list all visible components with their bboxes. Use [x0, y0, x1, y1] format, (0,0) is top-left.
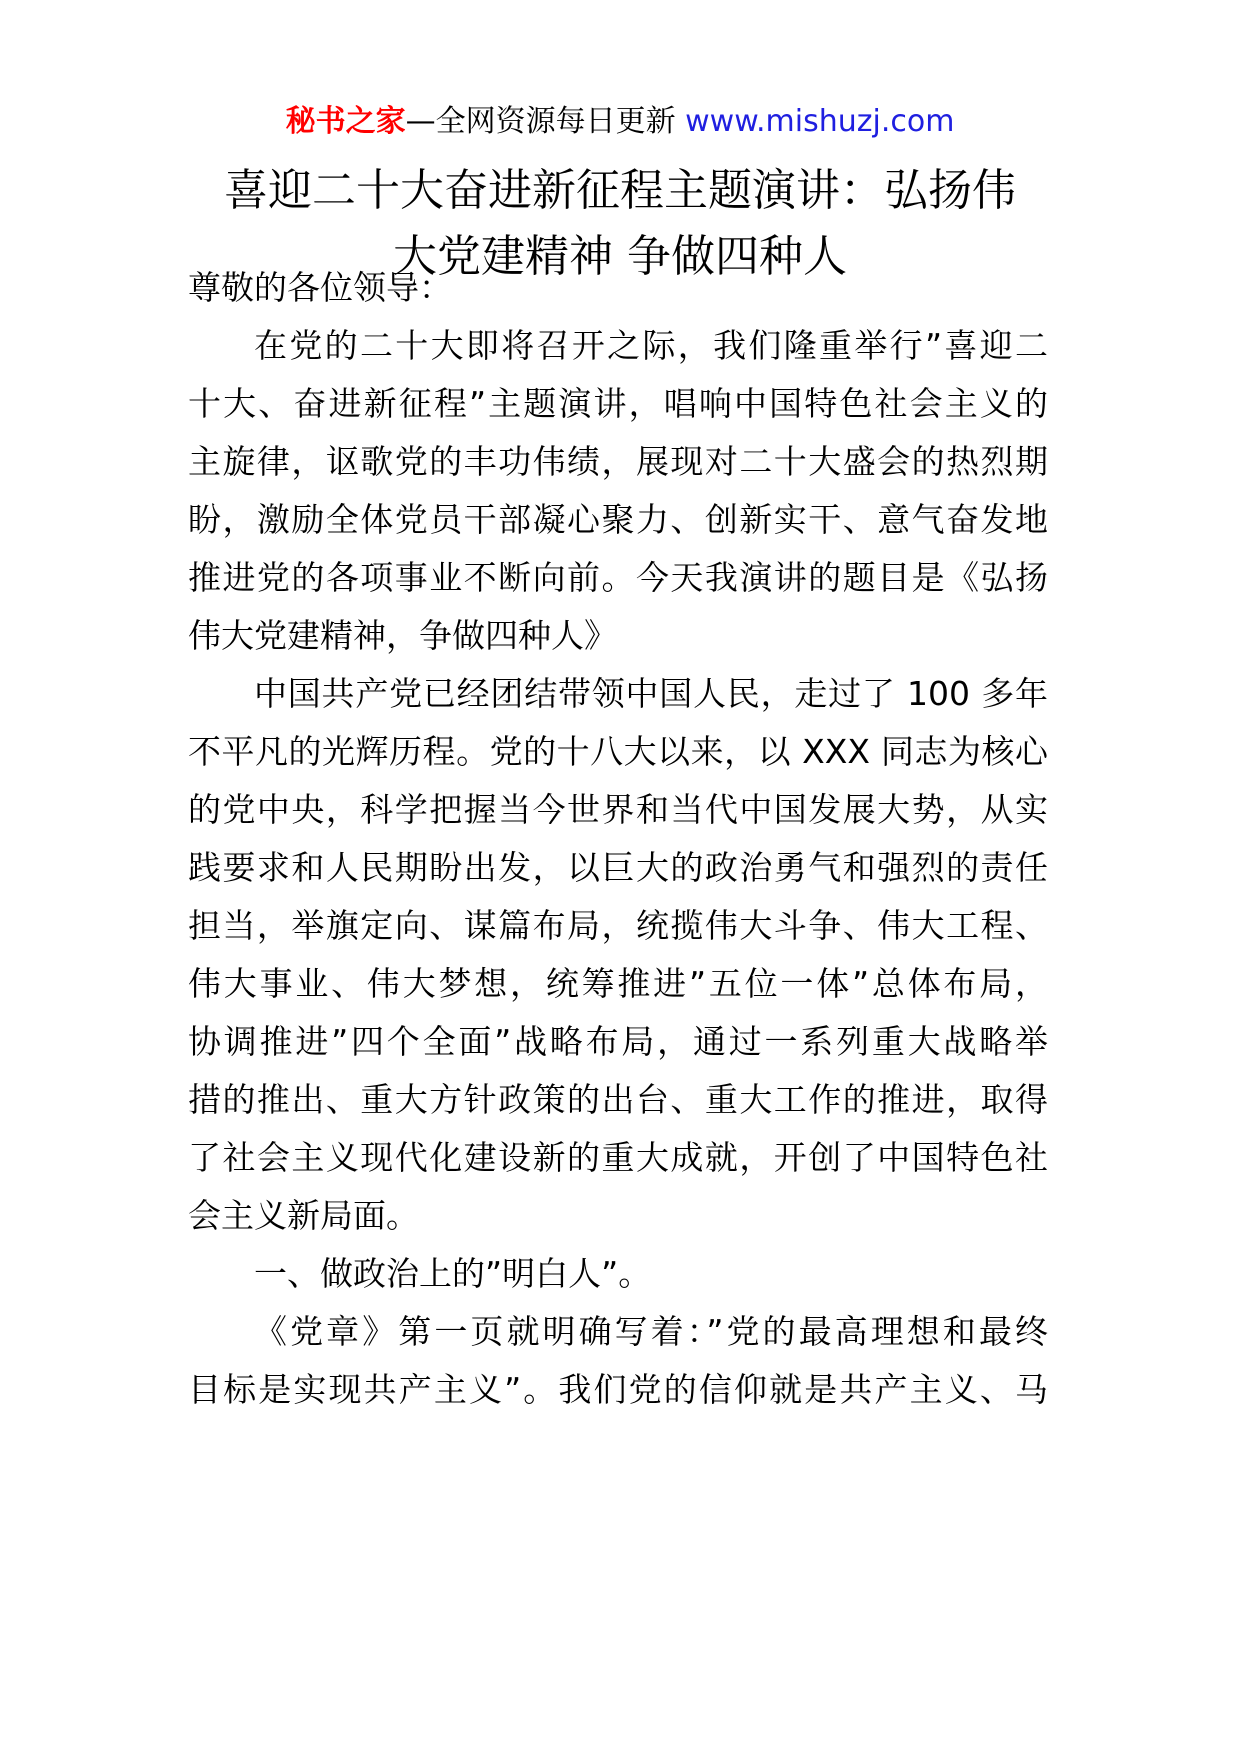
paragraph-2-line: 会主义新局面。: [188, 1196, 419, 1235]
document-title-line-1: 喜迎二十大奋进新征程主题演讲：弘扬伟: [224, 165, 1016, 216]
paragraph-1-line: 推进党的各项事业不断向前。今天我演讲的题目是《弘扬: [188, 558, 1048, 597]
paragraph-1-line: 在党的二十大即将召开之际，我们隆重举行”喜迎二: [254, 326, 1048, 365]
paragraph-2-line: 不平凡的光辉历程。党的十八大以来，以 XXX 同志为核心: [188, 732, 1048, 771]
paragraph-1-line: 盼，激励全体党员干部凝心聚力、创新实干、意气奋发地: [188, 500, 1048, 539]
paragraph-3-line: 目标是实现共产主义”。我们党的信仰就是共产主义、马: [188, 1370, 1048, 1409]
paragraph-2-line: 担当，举旗定向、谋篇布局，统揽伟大斗争、伟大工程、: [188, 906, 1048, 945]
paragraph-2-line: 伟大事业、伟大梦想，统筹推进”五位一体”总体布局，: [188, 964, 1048, 1003]
document-title-line-2: 大党建精神 争做四种人: [393, 231, 847, 282]
paragraph-2-line: 协调推进”四个全面”战略布局，通过一系列重大战略举: [188, 1022, 1048, 1061]
site-brand: 秘书之家: [285, 104, 406, 139]
paragraph-2-line: 措的推出、重大方针政策的出台、重大工作的推进，取得: [188, 1080, 1048, 1119]
salutation: 尊敬的各位领导：: [188, 268, 452, 307]
section-1-heading: 一、做政治上的”明白人”。: [254, 1254, 652, 1293]
paragraph-1-line: 主旋律，讴歌党的丰功伟绩，展现对二十大盛会的热烈期: [188, 442, 1048, 481]
paragraph-2-line: 的党中央，科学把握当今世界和当代中国发展大势，从实: [188, 790, 1048, 829]
paragraph-2-line: 了社会主义现代化建设新的重大成就，开创了中国特色社: [188, 1138, 1048, 1177]
paragraph-2-line: 践要求和人民期盼出发，以巨大的政治勇气和强烈的责任: [188, 848, 1048, 887]
paragraph-1-line: 十大、奋进新征程”主题演讲，唱响中国特色社会主义的: [188, 384, 1048, 423]
paragraph-3-line: 《党章》第一页就明确写着：”党的最高理想和最终: [254, 1312, 1048, 1351]
paragraph-2-line: 中国共产党已经团结带领中国人民，走过了 100 多年: [254, 674, 1048, 713]
site-url-link[interactable]: www.mishuzj.com: [685, 104, 955, 139]
site-header: [0, 102, 1240, 142]
site-slogan: —全网资源每日更新: [405, 104, 686, 139]
paragraph-1-line: 伟大党建精神，争做四种人》: [188, 616, 617, 655]
